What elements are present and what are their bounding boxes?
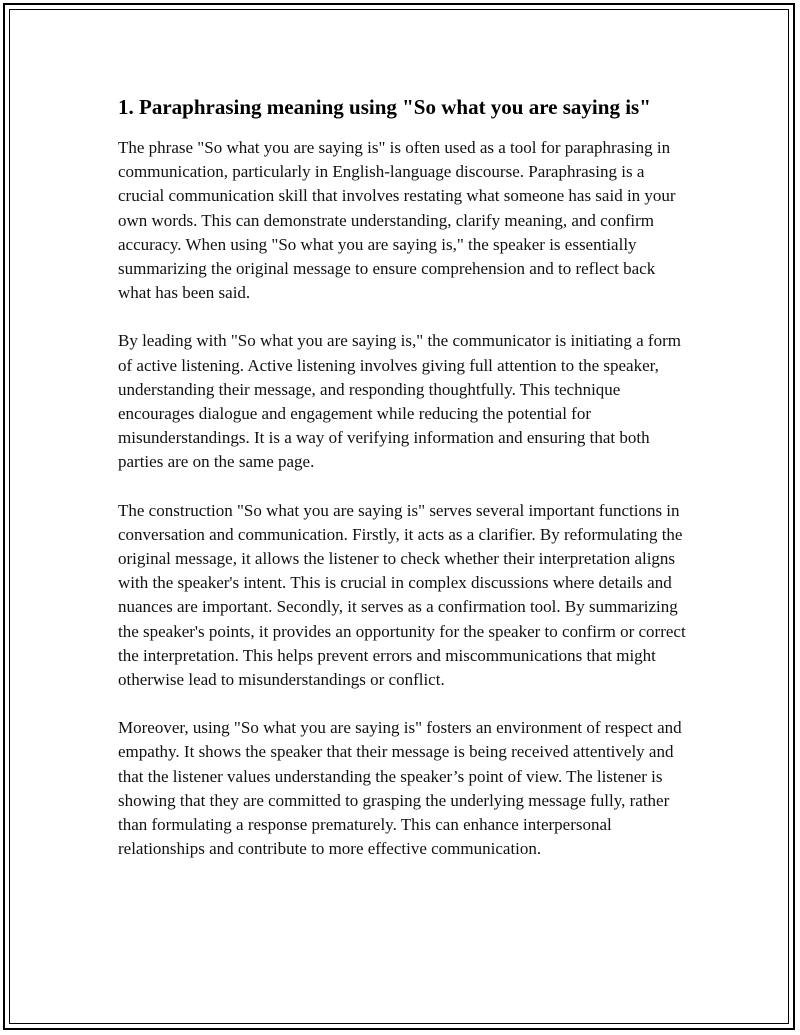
document-body [118, 92, 688, 885]
paragraph-3: The construction "So what you are saying is" serves several important functions in conversation and communication. Firstly, it acts as a clarifier. By reformulating the original message, it allows the listener to check whether their interpretation aligns with the speaker's intent. This is crucial in complex discussions where details and nuances are important. Secondly, it serves as a confirmation tool. By summarizing the speaker's points, it provides an opportunity for the speaker to confirm or correct the interpretation. This helps prevent errors and miscommunications that might otherwise lead to misunderstandings or conflict. [118, 500, 686, 690]
paragraph-1: The phrase "So what you are saying is" is often used as a tool for paraphrasing in communication, particularly in English-language discourse. Paraphrasing is a crucial communication skill that involves restating what someone has said in your own words. This can demonstrate understanding, clarify meaning, and confirm accuracy. When using "So what you are saying is," the speaker is essentially summarizing the original message to ensure comprehension and to reflect back what has been said. [118, 138, 676, 303]
paragraph-2: By leading with "So what you are saying is," the communicator is initiating a form of active listening. Active listening involves giving full attention to the speaker, understanding their message, and responding thoughtfully. This technique encourages dialogue and engagement while reducing the potential for misunderstandings. It is a way of verifying information and ensuring that both parties are on the same page. [118, 331, 681, 472]
paragraph-4: Moreover, using "So what you are saying is" fosters an environment of respect and empathy. It shows the speaker that their message is being received attentively and that the listener values understanding the speaker’s point of view. The listener is showing that they are committed to grasping the underlying message fully, rather than formulating a response prematurely. This can enhance interpersonal relationships and contribute to more effective communication. [118, 718, 682, 859]
document-title: 1. Paraphrasing meaning using "So what you are saying is" [118, 95, 651, 119]
